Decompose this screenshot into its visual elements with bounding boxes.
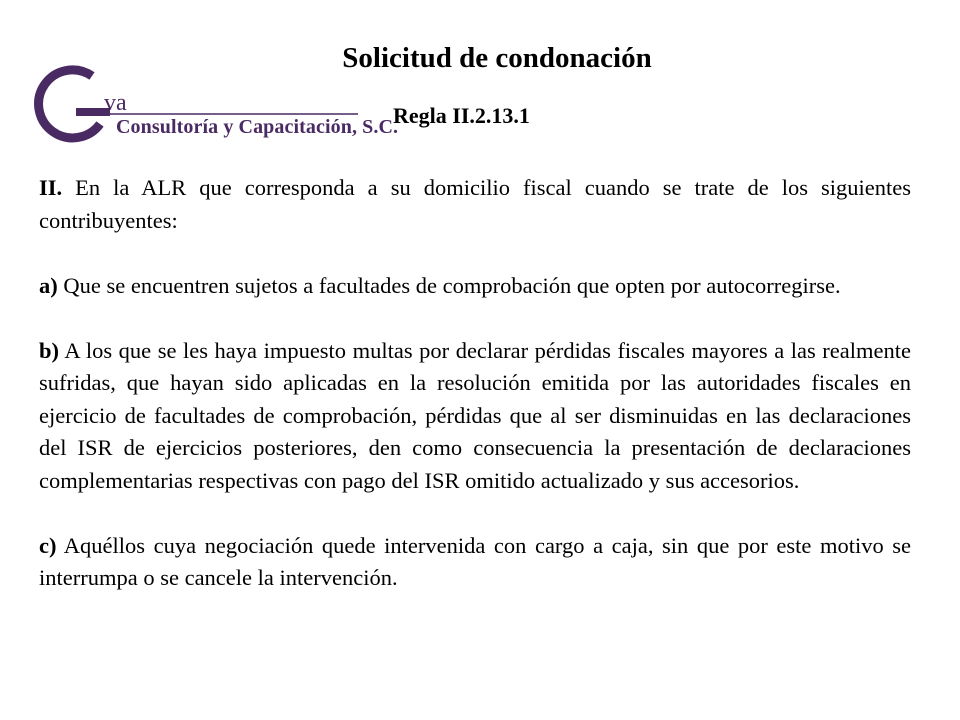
paragraph-ii: [39, 172, 911, 237]
rule-reference: Regla II.2.13.1: [393, 103, 530, 128]
company-logo: [20, 62, 399, 152]
paragraph-label: c): [39, 532, 57, 558]
body-text: [39, 172, 911, 595]
paragraph-c: [39, 530, 911, 595]
paragraph-label: II.: [39, 175, 63, 200]
paragraph-a: [39, 270, 911, 303]
paragraph-text: A los que se les haya impuesto multas por declarar pérdidas fiscales mayores a las realmente sufridas, que hayan sido aplicadas en la resolución emitida por las autoridades fiscales en ejercicio de facultades de comprobación, pérdidas que al ser disminuidas en las declaraciones del ISR de ejercicios posteriores, den como consecuencia la presentación de declaraciones complementarias respectivas con pago del ISR omitido actualizado y sus accesorios.: [39, 337, 911, 493]
logo-company-name: Consultoría y Capacitación, S.C.: [116, 116, 399, 138]
paragraph-b: [39, 335, 911, 498]
paragraph-text: En la ALR que corresponda a su domicilio fiscal cuando se trate de los siguientes contribuyentes:: [39, 175, 911, 233]
paragraph-text: Que se encuentren sujetos a facultades de comprobación que opten por autocorregirse.: [57, 272, 841, 298]
paragraph-label: b): [39, 337, 60, 363]
slide-title: Solicitud de condonación: [342, 42, 652, 74]
paragraph-label: a): [39, 272, 58, 298]
paragraph-text: Aquéllos cuya negociación quede intervenida con cargo a caja, sin que por este motivo se interrumpa o se cancele la intervención.: [39, 532, 911, 590]
logo-letters: va: [104, 90, 127, 116]
